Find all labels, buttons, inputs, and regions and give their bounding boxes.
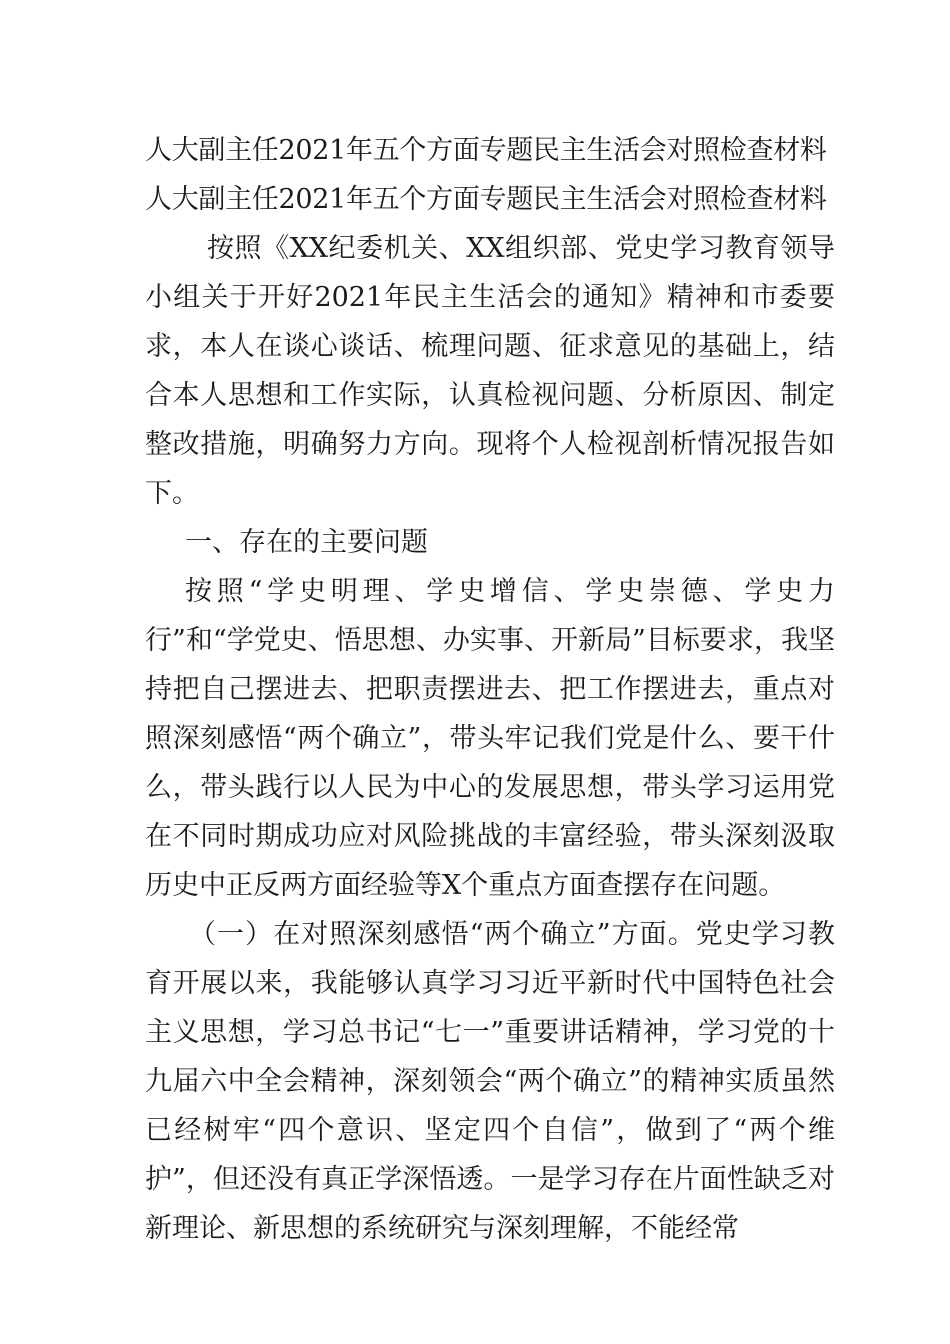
subsection-paragraph-1: （一）在对照深刻感悟“两个确立”方面。党史学习教育开展以来，我能够认真学习习近平新时代中国特色社会主义思想，学习总书记“七一”重要讲话精神，学习党的十九届六中全会精神，深刻领会“两个确立”的精神实质虽然已经树牢“四个意识、坚定四个自信”，做到了“两个维护”，但还没有真正学深悟透。一是学习存在片面性缺乏对新理论、新思想的系统研究与深刻理解，不能经常 [145,919,835,1244]
intro-paragraph: 按照《XX纪委机关、XX组织部、党史学习教育领导小组关于开好2021年民主生活会的通知》精神和市委要求，本人在谈心谈话、梳理问题、征求意见的基础上，结合本人思想和工作实际，认真检视问题、分析原因、制定整改措施，明确努力方向。现将个人检视剖析情况报告如下。 [145,233,835,509]
document-body [145,126,835,1253]
section-heading-main-problems: 一、存在的主要问题 [185,527,428,558]
document-title-line-2: 人大副主任2021年五个方面专题民主生活会对照检查材料 [145,184,827,215]
document-title-line-1: 人大副主任2021年五个方面专题民主生活会对照检查材料 [145,135,827,166]
problems-overview-paragraph: 按照“学史明理、学史增信、学史崇德、学史力行”和“学党史、悟思想、办实事、开新局”目标要求，我坚持把自己摆进去、把职责摆进去、把工作摆进去，重点对照深刻感悟“两个确立”，带头牢记我们党是什么、要干什么，带头践行以人民为中心的发展思想，带头学习运用党在不同时期成功应对风险挑战的丰富经验，带头深刻汲取历史中正反两方面经验等X个重点方面查摆存在问题。 [145,576,835,901]
